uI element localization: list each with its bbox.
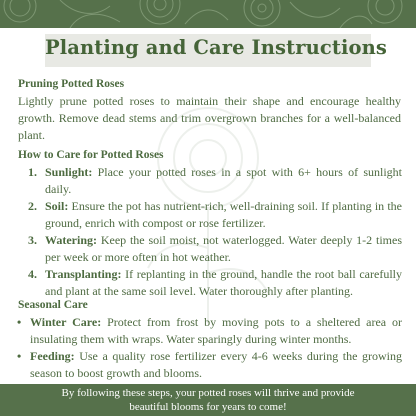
list-item-text: Place your potted roses in a spot with 6+ hours of sunlight daily. [45,165,402,196]
footer-banner [0,384,416,416]
list-item-text: If replanting in the ground, handle the root ball carefully and plant at the same soil level. Water thoroughly after planting. [45,267,402,298]
list-item [14,266,402,300]
list-item-text: Protect from frost by moving pots to a sheltered area or insulating them with wraps. Water sparingly during winter months. [30,315,402,346]
pruning-heading: Pruning Potted Roses [18,78,125,90]
rose-outline-decoration [0,0,416,28]
bullet-marker: • [17,349,22,363]
list-item-term: Transplanting: [45,267,122,281]
list-item [14,164,402,198]
list-item-text: Use a quality rose fertilizer every 4-6 weeks during the growing season to boost growth and blooms. [30,349,402,380]
list-marker: 4. [28,267,37,281]
footer-line-2: beautiful blooms for years to come! [129,401,287,413]
list-item [14,348,402,382]
list-item [14,314,402,348]
list-item-text: Keep the soil moist, not waterlogged. Water deeply 1-2 times per week or more often in hot weather. [45,233,402,264]
bullet-marker: • [17,315,22,329]
list-item-term: Winter Care: [30,315,102,329]
list-item-text: Ensure the pot has nutrient-rich, well-draining soil. If planting in the ground, enrich with compost or rose fertilizer. [45,199,402,230]
list-item-term: Soil: [45,199,69,213]
care-heading: How to Care for Potted Roses [18,149,164,161]
list-marker: 3. [28,233,37,247]
list-item-term: Feeding: [30,349,75,363]
list-marker: 1. [28,165,37,179]
pruning-text: Lightly prune potted roses to maintain their shape and encourage healthy growth. Remove dead stems and trim overgrown branches for a well-balanced plant. [18,94,401,142]
footer-line-1: By following these steps, your potted roses will thrive and provide [61,387,355,399]
list-item [14,232,402,266]
list-marker: 2. [28,199,37,213]
seasonal-list [14,314,402,382]
list-item-term: Watering: [45,233,97,247]
top-rose-band [0,0,416,28]
page-title: Planting and Care Instructions [45,36,387,59]
list-item-term: Sunlight: [45,165,93,179]
care-list [14,164,402,300]
seasonal-heading: Seasonal Care [18,299,88,311]
list-item [14,198,402,232]
